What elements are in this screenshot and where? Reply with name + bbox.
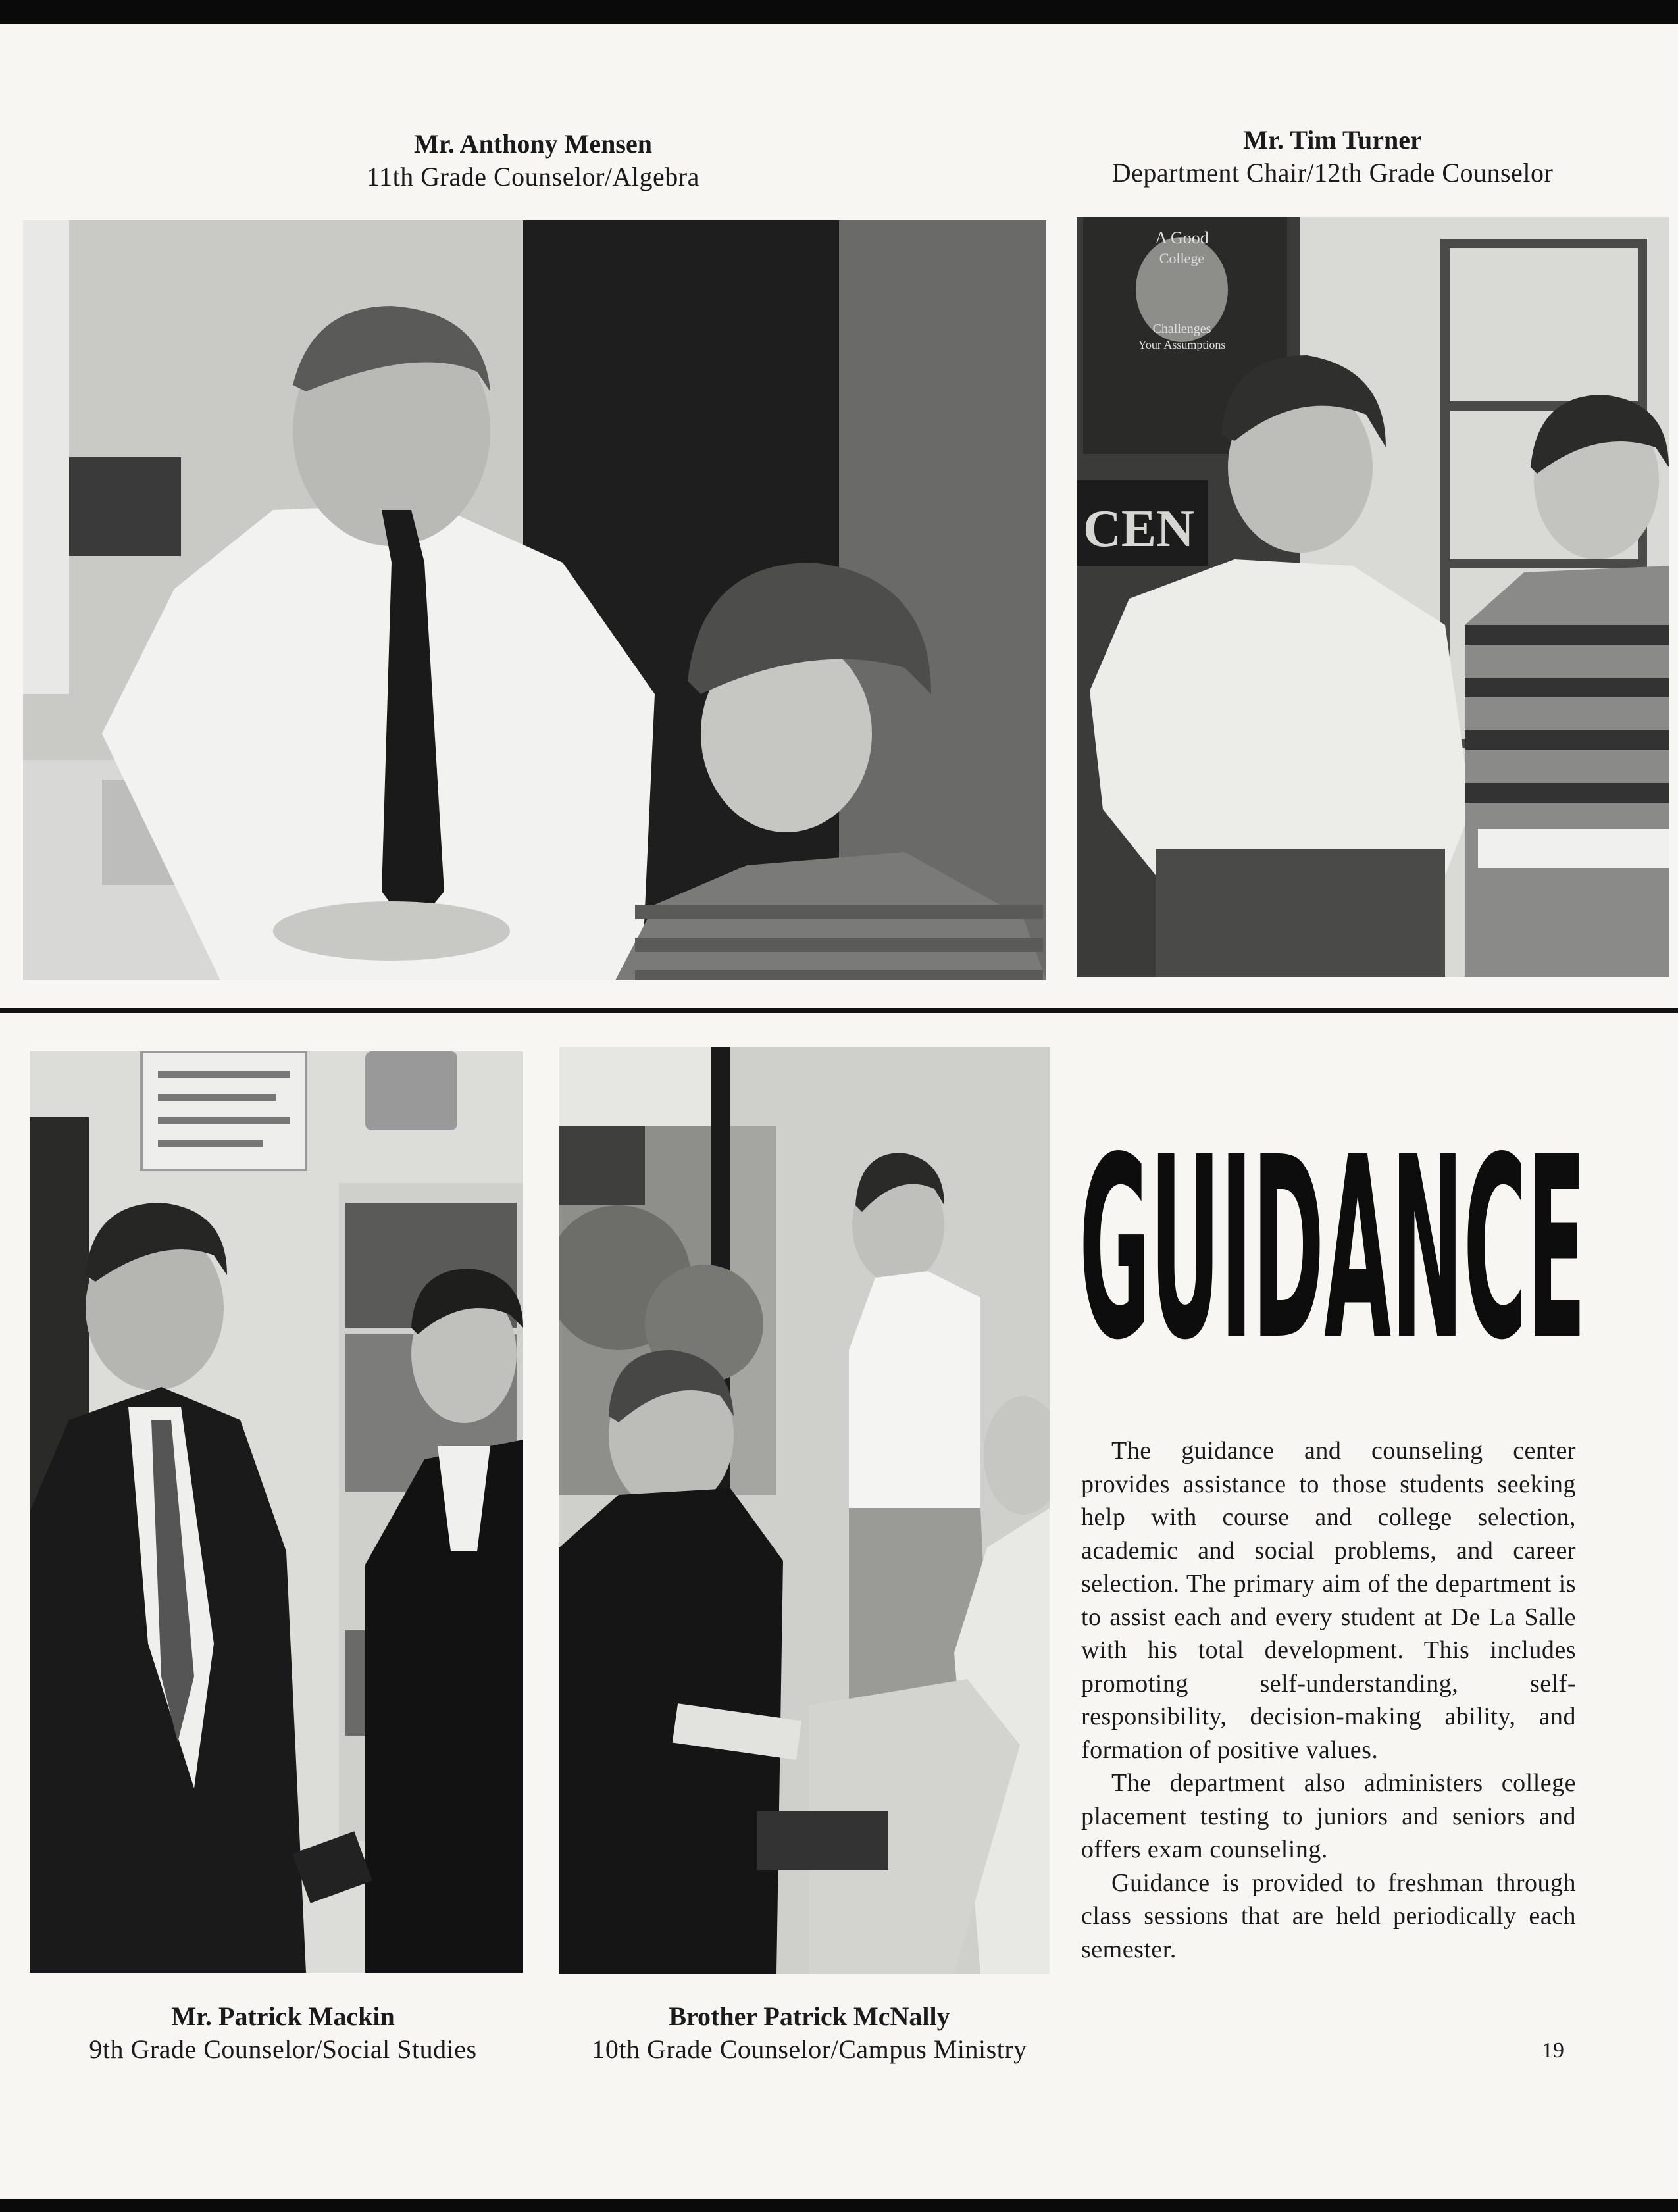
bottom-border xyxy=(0,2199,1678,2212)
caption-mcnally xyxy=(540,2000,1079,2066)
caption-mackin xyxy=(46,2000,520,2066)
poster-text: CEN xyxy=(1083,500,1194,558)
caption-mensen xyxy=(276,128,790,193)
staff-name: Mr. Patrick Mackin xyxy=(171,2001,395,2031)
staff-name: Mr. Tim Turner xyxy=(1243,125,1422,155)
body-copy xyxy=(1081,1434,1576,1966)
staff-name: Brother Patrick McNally xyxy=(669,2001,950,2031)
staff-role: 9th Grade Counselor/Social Studies xyxy=(89,2034,477,2064)
top-border xyxy=(0,0,1678,24)
staff-role: 11th Grade Counselor/Algebra xyxy=(367,162,699,191)
staff-role: 10th Grade Counselor/Campus Ministry xyxy=(592,2034,1027,2064)
paragraph: The department also administers college placement testing to juniors and seniors and offers exam counseling. xyxy=(1081,1769,1576,1863)
page-number: 19 xyxy=(1542,2038,1564,2063)
paragraph: The guidance and counseling center provides assistance to those students seeking help with course and college selection, academic and social problems, and career selection. The primary aim of the department is to assist each and every student at De La Salle with his total development. This includes promoting self-understanding, self-responsibility, decision-making ability, and formation of positive values. xyxy=(1081,1437,1576,1764)
section-divider xyxy=(0,1008,1678,1013)
section-title xyxy=(1079,1092,1586,1362)
poster-text: Your Assumptions xyxy=(1138,338,1226,351)
photo-mensen-with-student xyxy=(23,220,1046,980)
poster-text: Challenges xyxy=(1152,322,1211,336)
staff-name: Mr. Anthony Mensen xyxy=(414,129,652,159)
photo-mcnally-with-students xyxy=(559,1047,1050,1974)
paragraph: Guidance is provided to freshman through class sessions that are held periodically each semester. xyxy=(1081,1869,1576,1963)
staff-role: Department Chair/12th Grade Counselor xyxy=(1111,158,1554,188)
photo-turner-with-students xyxy=(1077,217,1669,977)
section-title-text: GUIDANCE xyxy=(1079,1103,1586,1362)
poster-text: College xyxy=(1159,250,1205,266)
photo-mackin-with-student xyxy=(30,1051,523,1973)
poster-text: A Good xyxy=(1155,228,1209,247)
caption-turner xyxy=(1053,124,1612,189)
